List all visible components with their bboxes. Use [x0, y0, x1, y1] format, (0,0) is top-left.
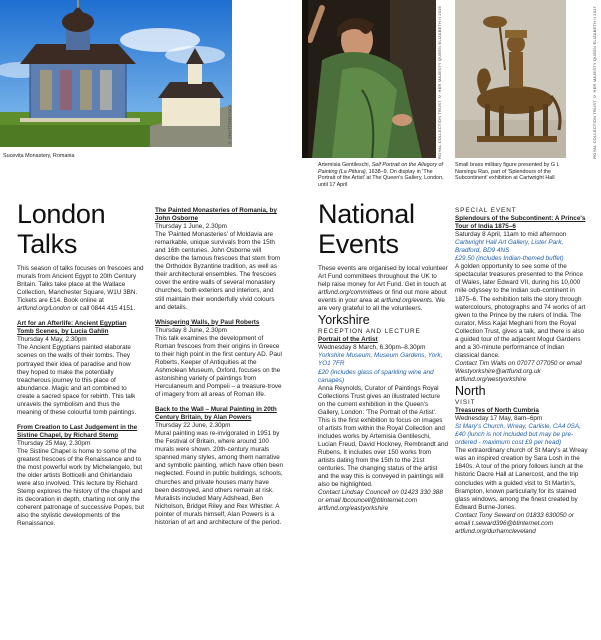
london-intro-link[interactable]: artfund.org/London	[17, 305, 71, 313]
national-column-right	[455, 207, 589, 536]
talk-body: Mural painting was re-invigorated in 1951 by the Festival of Britain, where around 100 murals were shown. 20th-century murals spanned many styles, among them narrative and symbolic painting, which have often been neglected. Found in public buildings, schools, churches and private houses many have been destroyed, and others remain at risk. Muralists included Mary Adshead, Ben Nicholson, Bridget Riley and Rex Whistler. A pointer of murals himself, Alan Powers is a historian of art and architecture of the period.	[155, 430, 284, 526]
monastery-caption: Sucevița Monastery, Romania	[3, 153, 75, 159]
event-date: Wednesday 8 March, 6.30pm–8.30pm	[318, 344, 426, 352]
london-intro	[17, 265, 144, 313]
event-contact: Contact Lindsay Councell on 01423 330 388 or email lbcouncell@btinternet.com	[318, 489, 443, 505]
event-title: Treasures of North Cumbria	[455, 407, 539, 415]
event-link[interactable]: artfund.org/durhamcleveland	[455, 527, 536, 535]
national-intro	[318, 265, 448, 313]
gentileschi-illustration	[302, 0, 436, 158]
event-label: VISIT	[455, 399, 476, 407]
talk-date: Thursday 1 June, 2.30pm	[155, 223, 227, 231]
event-price: £29.50 (includes Indian-themed buffet)	[455, 255, 564, 263]
talk-date: Thursday 22 June, 2.30pm	[155, 422, 231, 430]
national-intro-link1[interactable]: artfund.org/committees	[318, 289, 383, 297]
event-venue: Yorkshire Museum, Museum Gardens, York, YO1 7FR	[318, 352, 443, 368]
monastery-illustration	[0, 0, 232, 147]
event-venue: Cartwright Hall Art Gallery, Lister Park, Bradford, BD9 4NS	[455, 239, 564, 255]
talk-title: The Painted Monasteries of Romania, by John Osborne	[155, 207, 277, 223]
event-contact: Contact Tim Walls on 07077 077050 or email Westyorkshire@artfund.org.uk	[455, 359, 582, 375]
national-intro-c: We are very grateful to all the volunteers.	[318, 297, 445, 313]
horseman-illustration	[455, 0, 566, 158]
talk-title: From Creation to Last Judgement in the Sistine Chapel, by Richard Stemp	[17, 423, 138, 439]
talk-date: Thursday 25 May, 2.30pm	[17, 439, 91, 447]
talk-date: Thursday 8 June, 2.30pm	[155, 326, 227, 334]
event-date: Saturday 8 April, 11am to mid afternoon	[455, 231, 567, 239]
talk-item	[155, 406, 283, 527]
gentileschi-caption	[318, 162, 448, 188]
event-date: Wednesday 17 May, 8am–6pm	[455, 415, 543, 423]
talk-body: The Ancient Egyptians painted elaborate scenes on the walls of their tombs. They portrayed their idea of paradise and how they hoped to make the potentially treacherous journey to this place of abundance. Magic and art combined to create a sacred space for rebirth. This talk unravels the symbolism and thus the meaning of these colourful tomb paintings.	[17, 344, 137, 416]
talk-item	[155, 207, 283, 312]
talk-date: Thursday 4 May, 2.30pm	[17, 336, 87, 344]
gentileschi-caption-title: Self Portrait on the Allegory of Painting (La Pittura),	[318, 162, 444, 175]
event-link[interactable]: artfund.org/eastyorkshire	[318, 505, 389, 513]
region-heading-north: North	[455, 384, 486, 399]
london-column-left	[17, 265, 144, 528]
horseman-photo	[455, 0, 566, 158]
national-intro-a: These events are organised by local volunteer Art Fund committees throughout the UK to help raise money for Art Fund. Get in touch at	[318, 265, 448, 289]
national-column-left	[318, 265, 448, 513]
gentileschi-photo	[302, 0, 436, 158]
talk-title: Back to the Wall – Mural Painting in 20th Century Britain, by Alan Powers	[155, 406, 277, 422]
event-item	[318, 328, 448, 513]
event-item	[455, 399, 589, 536]
london-title: London Talks	[17, 199, 106, 259]
gentileschi-caption-artist: Artemisia Gentileschi,	[318, 162, 371, 168]
event-link[interactable]: artfund.org/westyorkshire	[455, 375, 527, 383]
national-intro-b: or find out more about events in your area at	[318, 289, 447, 305]
monastery-photo	[0, 0, 232, 147]
horseman-credit: ROYAL COLLECTION TRUST © HER MAJESTY QUEEN ELIZABETH II 2017	[592, 6, 597, 159]
event-contact: Contact Tony Seward on 01833 630050 or email t.seward396@btinternet.com	[455, 511, 574, 527]
horseman-caption: Small brass military figure presented by G L Narsingu Rao, part of 'Splendours of the Subcontinent' exhibition at Cartwright Hall	[455, 162, 560, 182]
talk-body: This talk examines the development of Roman frescoes from their origins in Greece to their high point in the first century AD. Paul Roberts, Keeper of Antiquities at the Ashmolean Museum, Oxford, focuses on the astonishing variety of paintings from Herculaneum and Pompeii – a treasure-trove of imagery from all areas of Roman life.	[155, 334, 282, 399]
gentileschi-caption-rest: 1638–9. On display in 'The Portrait of the Artist' at The Queen's Gallery, London, until 17 April	[318, 168, 444, 188]
talk-title: Whispering Walls, by Paul Roberts	[155, 318, 260, 326]
talk-title: Art for an Afterlife: Ancient Egyptian Tomb Scenes, by Lucia Gahlin	[17, 320, 127, 336]
event-body: Anna Reynolds, Curator of Paintings Royal Collections Trust gives an illustrated lecture on the current exhibition in the Queen's Gallery, London: 'The Portrait of the Artist'. This is the first exhibition to focus on images of artists from within the Royal Collection and includes works by Artemisia Gentileschi, Lucian Freud, David Hockney, Rembrandt and Rubens. It includes over 150 works from artists dating from the 15th to the 21st centuries. The changing status of the artist and the way this is conveyed in paintings will also be highlighted.	[318, 384, 448, 489]
talk-item	[17, 320, 144, 417]
talk-item	[17, 424, 144, 529]
region-heading-yorkshire: Yorkshire	[318, 313, 370, 328]
london-column-right	[155, 207, 283, 527]
london-intro-text: This season of talks focuses on frescoes and murals from Ancient Egypt to 20th Century Britain. Talks take place at the Wallace Collection, Manchester Square, W1U 3BN. Tickets are £14. Book online at	[17, 265, 144, 305]
talk-body: The 'Painted Monasteries' of Moldavia are remarkable, unique survivals from the 15th and 16th centuries. John Osborne will describe the famous frescoes that stem from the Orthodox Byzantine tradition, as well as their architectural ensembles. The frescoes cover the entire walls of several monastery churches, both exteriors and interiors, and still maintain their wonderfully vivid colours and details.	[155, 231, 281, 311]
london-intro-end: or call 0844 415 4151.	[72, 305, 136, 313]
national-title: National Events	[318, 199, 415, 259]
talk-body: The Sistine Chapel is home to some of the greatest frescoes of the Renaissance and to the most powerful work by Michelangelo, but the older artists Botticelli and Ghirlandaio were also involved. This lecture by Richard Stemp explores the history of the chapel and its decoration in depth, charting not only the coherent patronage of successive Popes, but also the stylistic developments of the Renaissance.	[17, 447, 144, 528]
talk-item	[155, 319, 283, 399]
event-price: £20 (includes glass of sparkling wine and canapés)	[318, 368, 434, 384]
event-item	[455, 207, 589, 384]
event-label: RECEPTION AND LECTURE	[318, 328, 421, 336]
event-title: Portrait of the Artist	[318, 336, 378, 344]
monastery-credit: © SHUTTERSTOCK	[227, 104, 232, 146]
event-venue: St Mary's Church, Wreay, Carlisle, CA4 0SA, £40 (lunch is not included but may be pre-ordered - maximum cost £9 per head)	[455, 423, 581, 447]
event-label: SPECIAL EVENT	[455, 207, 517, 214]
event-title: Splendours of the Subcontinent: A Prince's Tour of India 1875–6	[455, 215, 586, 231]
gentileschi-credit: ROYAL COLLECTION TRUST © HER MAJESTY QUEEN ELIZABETH II 2016	[437, 6, 442, 159]
national-intro-link2[interactable]: artfund.org/events.	[380, 297, 434, 305]
event-body: A golden opportunity to see some of the spectacular treasures presented to the Prince of Wales, later Edward VII, during his 10,000 mile odyssey to the Indian sub-continent in 1875–6. The exhibition tells the story through watercolours, photographs and 74 works of art given to the Prince by the rulers of India. The curator, Miss Kajal Meghani from the Royal Collection Trust, gives a talk, and there is also a guided tour of the adjacent Mogul Gardens and a 30-minute performance of Indian classical dance.	[455, 263, 586, 359]
event-body: The extraordinary church of St Mary's at Wreay was an inspired creation by Sara Losh in the 1840s. A tour of the priory follows lunch at the historic Dacre Hall at Lanercost, and the trip concludes with a guided visit to St Martin's, Brampton, known particularly for its stained glass windows, among the finest created by Edward Burne-Jones.	[455, 447, 588, 511]
